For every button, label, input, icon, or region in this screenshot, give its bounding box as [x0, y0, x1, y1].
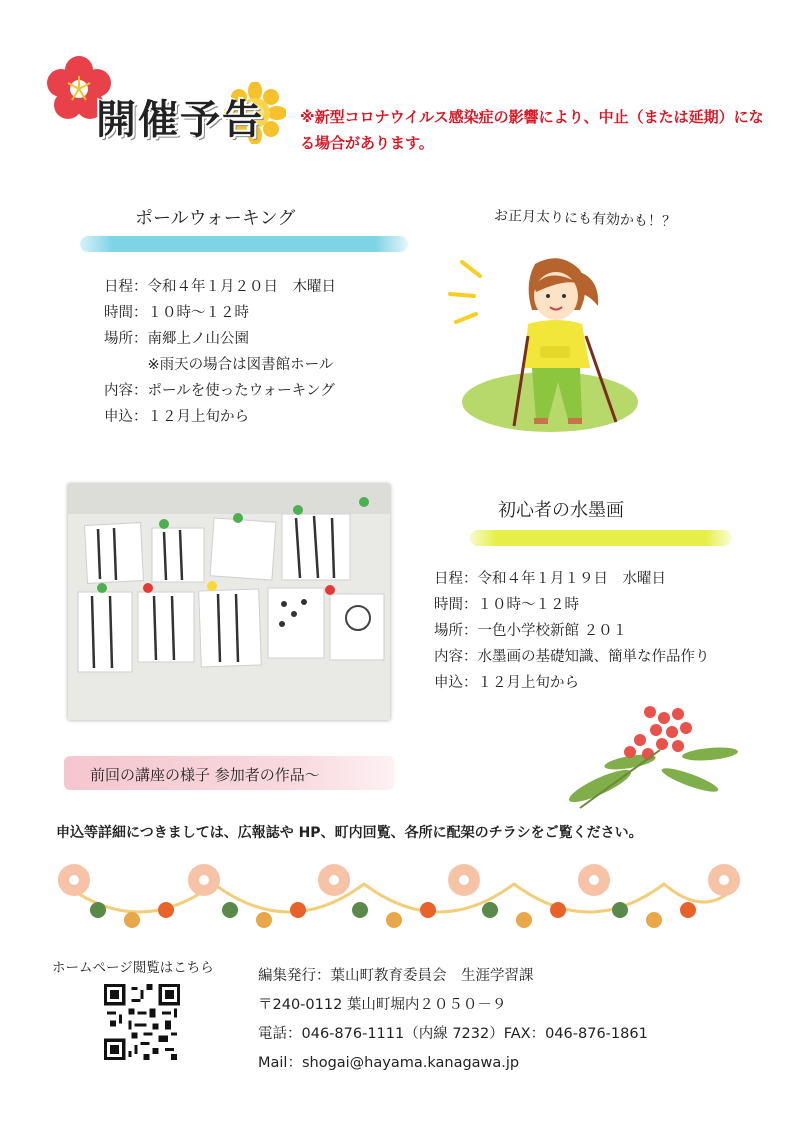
ink-painting-application: 申込：１２月上旬から — [434, 675, 579, 691]
details-note: 申込等詳細につきましては、広報誌や HP、町内回覧、各所に配架のチラシをご覧ください。 — [56, 825, 643, 841]
plum-garland-divider — [54, 858, 744, 940]
pole-walking-rain-note: ※雨天の場合は図書館ホール — [104, 357, 334, 373]
nandina-berries-illustration — [560, 700, 750, 812]
page-title: 開催予告 — [96, 97, 264, 143]
cancellation-notice: ※新型コロナウイルス感染症の影響により、中止（または延期）になる場合があります。 — [300, 108, 764, 152]
publisher-address: 〒240-0112 葉山町堀内２０５０－９ — [258, 997, 507, 1013]
publisher-email[interactable]: Mail：shogai@hayama.kanagawa.jp — [258, 1055, 520, 1071]
homepage-label: ホームページ閲覧はこちら — [52, 960, 214, 976]
ink-painting-date: 日程：令和４年１月１９日 水曜日 — [434, 571, 666, 587]
pole-walking-content: 内容：ポールを使ったウォーキング — [104, 383, 335, 399]
walking-woman-illustration — [440, 250, 640, 440]
ink-painting-title: 初心者の水墨画 — [498, 500, 624, 521]
pole-walking-application: 申込：１２月上旬から — [104, 409, 249, 425]
pole-walking-details — [104, 274, 336, 430]
pole-walking-place: 場所：南郷上ノ山公園 — [104, 331, 249, 347]
publisher-name: 編集発行：葉山町教育委員会 生涯学習課 — [258, 968, 534, 984]
blue-brush-underline — [80, 236, 408, 252]
pole-walking-time: 時間：１０時～１２時 — [104, 305, 249, 321]
pole-walking-date: 日程：令和４年１月２０日 木曜日 — [104, 279, 336, 295]
artwork-photo — [68, 484, 390, 720]
speech-text: お正月太りにも有効かも！？ — [493, 207, 677, 231]
publisher-info — [258, 962, 648, 1078]
ink-paintings-photo — [68, 484, 390, 720]
ink-painting-place: 場所：一色小学校新館 ２０１ — [434, 623, 628, 639]
publisher-phone: 電話：046-876-1111（内線 7232）FAX：046-876-1861 — [258, 1026, 648, 1042]
ink-painting-time: 時間：１０時～１２時 — [434, 597, 579, 613]
yellow-brush-underline — [470, 530, 732, 546]
pole-walking-title: ポールウォーキング — [135, 208, 296, 229]
ink-painting-details — [434, 566, 710, 696]
ink-painting-content: 内容：水墨画の基礎知識、簡単な作品作り — [434, 649, 710, 665]
qr-code-icon[interactable] — [104, 984, 180, 1060]
photo-caption: 前回の講座の様子 参加者の作品～ — [90, 766, 320, 784]
